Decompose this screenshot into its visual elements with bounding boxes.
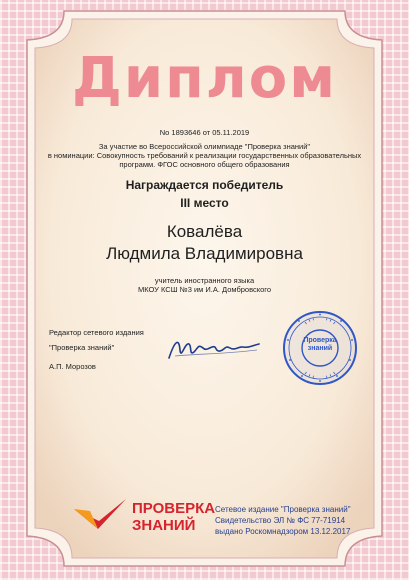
diploma-title: Диплом bbox=[71, 46, 338, 111]
editor-name: А.П. Морозов bbox=[49, 362, 96, 371]
logo-line-1: ПРОВЕРКА bbox=[132, 500, 216, 517]
participation-line-2: в номинации: Совокупность требований к реализации государственных образовательных bbox=[47, 151, 362, 160]
stamp-center-text: Проверка знаний bbox=[303, 337, 337, 352]
document-number: No 1893646 от 05.11.2019 bbox=[159, 128, 250, 137]
award-place: III место bbox=[180, 196, 229, 210]
logo-line-2: ЗНАНИЙ bbox=[132, 517, 196, 534]
recipient-name: Людмила Владимировна bbox=[106, 244, 303, 263]
footer-line-2: Свидетельство ЭЛ № ФС 77-71914 bbox=[215, 516, 346, 525]
footer-line-1: Сетевое издание "Проверка знаний" bbox=[215, 505, 351, 514]
participation-line-1: За участие во Всероссийской олимпиаде "Проверка знаний" bbox=[98, 142, 311, 151]
award-heading: Награждается победитель bbox=[125, 178, 284, 192]
recipient-surname: Ковалёва bbox=[166, 222, 243, 241]
editor-line-1: Редактор сетевого издания bbox=[49, 328, 144, 337]
footer-line-3: выдано Роскомнадзором 13.12.2017 bbox=[215, 527, 351, 536]
editor-line-2: "Проверка знаний" bbox=[49, 343, 115, 352]
brand-logo-icon bbox=[72, 497, 128, 533]
position-line-1: учитель иностранного языка bbox=[154, 276, 255, 285]
signature bbox=[165, 332, 265, 368]
position-line-2: МКОУ КСШ №3 им И.А. Домбровского bbox=[137, 285, 272, 294]
participation-line-3: программ. ФГОС основного общего образования bbox=[119, 160, 290, 169]
